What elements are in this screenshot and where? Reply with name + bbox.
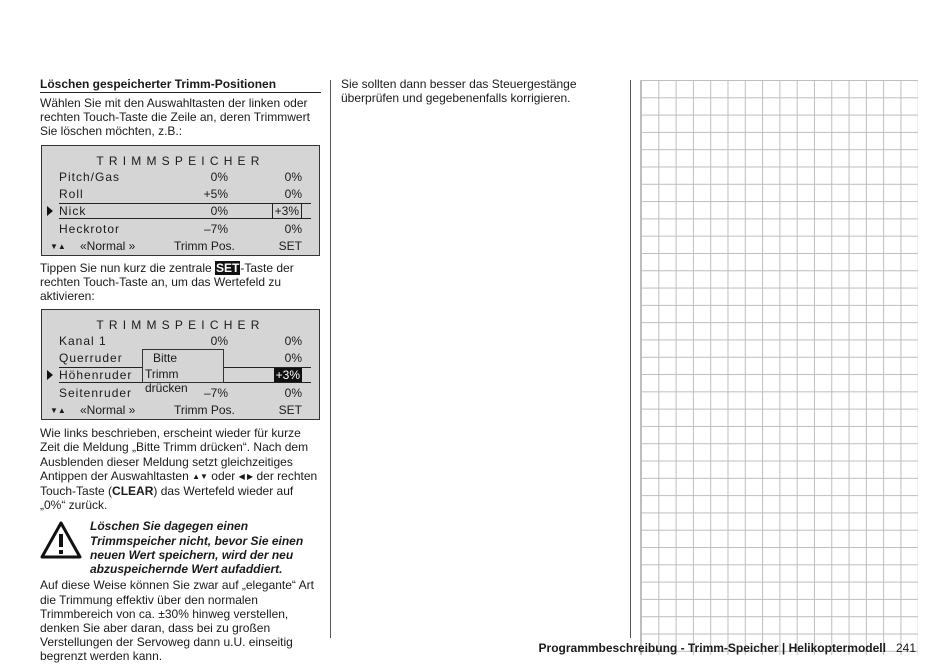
screen-row — [42, 169, 319, 186]
set-paragraph — [40, 261, 321, 304]
section-heading: Löschen gespeicherter Trimm-Positionen — [40, 77, 321, 93]
screen-row — [42, 221, 319, 238]
trim-memory-screen-1 — [41, 145, 320, 256]
value-field: +3% — [272, 203, 302, 219]
row-value: –7% — [203, 221, 228, 236]
screen-row — [42, 333, 319, 350]
screen-footer — [42, 402, 319, 419]
row-label: Pitch/Gas — [59, 169, 121, 184]
screen-title: TRIMMSPEICHER — [96, 318, 265, 333]
row-value: 0% — [284, 169, 302, 184]
clear-key-label: CLEAR — [112, 484, 154, 499]
updown-arrows-icon: ▼▲ — [50, 406, 66, 416]
row-label: Roll — [59, 186, 84, 201]
column-divider — [630, 80, 631, 638]
screen-footer — [42, 238, 319, 255]
footer-title: Programmbeschreibung - Trimm-Speicher | Helikoptermodell — [538, 641, 886, 655]
intro-paragraph: Wählen Sie mit den Auswahltasten der linken oder rechten Touch-Taste die Zeile an, deren Trimmwert Sie löschen möchten, z.B.: — [40, 96, 310, 139]
warning-triangle-icon — [40, 521, 82, 559]
text-run: der rechten Touch-Taste ( — [40, 468, 318, 499]
row-label: Nick — [59, 203, 87, 218]
row-label: Kanal 1 — [59, 334, 107, 349]
updown-arrows-icon: ▼▲ — [50, 241, 66, 251]
middle-column — [341, 77, 621, 105]
screen-row-selected — [59, 203, 311, 219]
selection-pointer-icon — [47, 206, 53, 216]
row-value: 0% — [284, 221, 302, 236]
active-value-field: +3% — [275, 368, 300, 383]
row-label: Höhenruder — [59, 368, 133, 383]
row-value-field — [258, 368, 302, 382]
text-run: Tippen Sie nun kurz die zentrale — [40, 260, 215, 275]
footer-normal: «Normal » — [80, 403, 136, 418]
row-value: 0% — [210, 169, 228, 184]
row-value: 0% — [284, 351, 302, 366]
row-value: +5% — [203, 186, 228, 201]
closing-paragraph: Auf diese Weise können Sie zwar auf „elegante“ Art die Trimmung effektiv über den normalen Trimmbereich von ca. ±30% hinweg verstellen, denken Sie aber daran, dass bei zu großen Verstellungen der Servoweg dann u.U. einseitig begrenzt werden kann. — [40, 578, 314, 664]
footer-set: SET — [278, 238, 302, 253]
set-key-label: SET — [216, 260, 240, 275]
left-column — [40, 77, 321, 664]
row-value: –7% — [203, 386, 228, 401]
footer-set: SET — [278, 403, 302, 418]
trim-memory-screen-2 — [41, 309, 320, 420]
selection-pointer-icon — [47, 370, 53, 380]
middle-paragraph: Sie sollten dann besser das Steuergestänge überprüfen und gegebenenfalls korrigieren. — [341, 77, 577, 106]
row-label: Heckrotor — [59, 221, 121, 236]
row-value: 0% — [210, 203, 228, 218]
popup-line-2: Trimm drücken — [145, 367, 188, 396]
row-value: 0% — [284, 386, 302, 401]
row-value: 0% — [210, 334, 228, 349]
row-label: Seitenruder — [59, 386, 133, 401]
text-run: oder — [207, 468, 239, 483]
page-footer — [539, 641, 916, 655]
text-run: Wie links beschrieben, erscheint wieder für kurze Zeit die Meldung „Bitte Trimm drücken“. Nach dem Ausblenden dieser Meldung setzt gleichzeitiges Antippen der Auswahltasten — [40, 426, 309, 483]
footer-trimm-pos: Trimm Pos. — [174, 403, 235, 418]
notes-grid — [640, 80, 918, 655]
footer-trimm-pos: Trimm Pos. — [174, 238, 235, 253]
text-run: -Taste der rechten Touch-Taste an, um das Wertefeld zu aktivieren: — [40, 260, 294, 304]
message-popup — [142, 349, 224, 396]
screen-row — [42, 186, 319, 203]
description-paragraph — [40, 426, 321, 512]
warning-box — [40, 519, 321, 575]
updown-arrows-icon: ▲▼ — [192, 471, 208, 481]
leftright-arrows-icon: ◀ ▶ — [238, 471, 254, 481]
warning-text: Löschen Sie dagegen einen Trimmspeicher nicht, bevor Sie einen neuen Wert speichern, wird der neu abzuspeichernde Wert aufaddiert. — [90, 519, 304, 577]
row-value: 0% — [284, 334, 302, 349]
row-value: 0% — [284, 186, 302, 201]
screen-title: TRIMMSPEICHER — [96, 153, 265, 168]
row-label: Querruder — [59, 351, 123, 366]
row-value-field — [258, 204, 302, 218]
text-run: ) das Wertefeld wieder auf „0%“ zurück. — [40, 484, 294, 513]
page-number: 241 — [895, 641, 916, 655]
column-divider — [330, 80, 331, 638]
popup-line-1: Bitte — [153, 351, 178, 366]
footer-normal: «Normal » — [80, 238, 136, 253]
